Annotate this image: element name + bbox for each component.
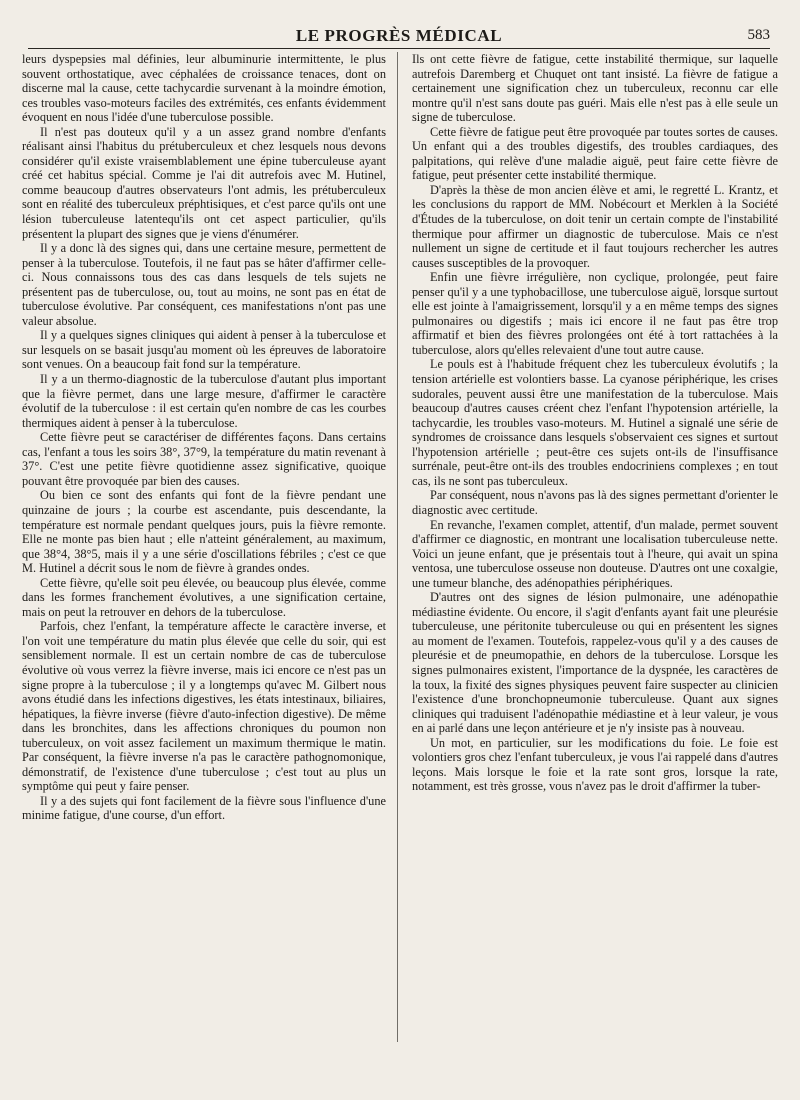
- paragraph: Il n'est pas douteux qu'il y a un assez grand nombre d'enfants réalisant ainsi l'habitus du prétuberculeux et chez lesquels nous devons considérer qu'il existe vraisemblablement une épine tuberculeuse ayant créé cet habitus spécial. Comme je l'ai dit autrefois avec M. Hutinel, comme beaucoup d'autres observateurs l'ont admis, les prétuberculeux sont en réalité des tuberculeux préphtisiques, et c'est parce qu'ils ont une lésion tuberculeuse latentequ'ils ont cet aspect particulier, qu'ils présentent la plupart des signes que je viens d'énumérer.: [22, 124, 386, 241]
- header-rule: [28, 48, 770, 49]
- paragraph: D'autres ont des signes de lésion pulmonaire, une adénopathie médiastine évidente. Ou encore, il s'agit d'enfants ayant fait une pleurésie tuberculeuse, une péritonite tuberculeuse ou qui en présentent les signes au moment de l'examen. Toutefois, rappelez-vous qu'il y a des causes de pleurésie et de pneumopathie, en dehors de la tuberculose. Lorsque les signes pulmonaires existent, l'importance de la dyspnée, les caractères de la toux, la fixité des signes physiques peuvent faire suspecter au clinicien l'existence d'une bronchopneumonie tuberculeuse. Quant aux signes cliniques qui traduisent l'adénopathie médiastine et à leur valeur, je vous en ai parlé dans une leçon antérieure et je n'y insiste pas à nouveau.: [412, 590, 778, 736]
- paragraph: Le pouls est à l'habitude fréquent chez les tuberculeux évolutifs ; la tension artérielle est volontiers basse. La cyanose périphérique, les crises sudorales, peuvent aussi être une manifestation de la tuberculose. Mais beaucoup d'autres causes créent chez l'enfant l'hypotension artérielle, la tachycardie, les troubles vaso-moteurs. M. Hutinel a signalé une série de syndromes de croissance dans lesquels s'observaient ces signes et surtout l'hypotension artérielle ; peut-être ces sujets ont-ils de l'insuffisance surrénale, peut-être ont-ils des troubles endocriniens complexes ; en tout cas, ils ne sont pas tuberculeux.: [412, 357, 778, 488]
- right-column: [412, 52, 778, 794]
- paragraph: Parfois, chez l'enfant, la température affecte le caractère inverse, et l'on voit une température du matin plus élevée que celle du soir, qui est sensiblement normale. Il est un certain nombre de cas de tuberculose évolutive où vous verrez la fièvre inverse, mais ici encore ce n'est pas un signe propre à la tuberculose ; il y a longtemps qu'avec M. Gilbert nous avons étudié dans les infections digestives, les états intestinaux, biliaires, hépatiques, la fièvre inverse (fièvre d'auto-infection digestive). De même dans les bronchites, dans les affections chroniques du poumon non tuberculeux, on voit assez facilement un maximum thermique le matin. Par conséquent, la fièvre inverse n'a pas le caractère pathognomonique, démonstratif, de l'existence d'une tuberculose ; c'est tout au plus un symptôme qui peut y faire penser.: [22, 619, 386, 794]
- paragraph: Ils ont cette fièvre de fatigue, cette instabilité thermique, sur laquelle autrefois Daremberg et Chuquet ont tant insisté. La fièvre de fatigue a certainement une signification chez un tuberculeux, reconnu car elle montre qu'il n'est sans doute pas guéri. Mais elle n'est pas à elle seule un signe de tuberculose.: [412, 52, 778, 125]
- column-divider: [397, 52, 398, 1042]
- paragraph: Enfin une fièvre irrégulière, non cyclique, prolongée, peut faire penser qu'il y a une typhobacillose, une tuberculose aiguë, lorsque surtout elle est jointe à l'amaigrissement, lorsqu'il y a en même temps des signes pulmonaires ou digestifs ; mais ici encore il ne faut pas être trop affirmatif et bien des fièvres prolongées ont été à tort rattachées à la tuberculose, alors qu'elles relevaient d'une tout autre cause.: [412, 270, 778, 357]
- paragraph: Il y a quelques signes cliniques qui aident à penser à la tuberculose et sur lesquels on se basait jusqu'au moment où les épreuves de laboratoire sont venues. On a beaucoup fait fond sur la température.: [22, 328, 386, 372]
- left-column: [22, 52, 386, 823]
- page-header: [28, 26, 770, 48]
- page-number: 583: [747, 27, 770, 43]
- paragraph: Cette fièvre peut se caractériser de différentes façons. Dans certains cas, l'enfant a tous les soirs 38°, 37°9, la température du matin revenant à 37°. C'est une petite fièvre quotidienne assez significative, quoique pouvant être provoquée par bien des causes.: [22, 430, 386, 488]
- paragraph: Il y a donc là des signes qui, dans une certaine mesure, permettent de penser à la tuberculose. Toutefois, il ne faut pas se hâter d'affirmer celle-ci. Nous connaissons tous des cas dans lesquels de tels sujets ne présentent pas de tuberculose, ou, tout au moins, ne sont pas en état de tuberculose évolutive. Par conséquent, ces manifestations n'ont pas une valeur absolue.: [22, 241, 386, 328]
- paragraph: D'après la thèse de mon ancien élève et ami, le regretté L. Krantz, et les conclusions du rapport de MM. Nobécourt et Merklen à la Société d'Études de la tuberculose, on doit tenir un certain compte de l'instabilité thermique pour affirmer un diagnostic de tuberculose. Mais ce n'est nullement un signe de certitude et il faut toujours rechercher les autres causes susceptibles de la provoquer.: [412, 182, 778, 270]
- paragraph: Il y a un thermo-diagnostic de la tuberculose d'autant plus important que la fièvre permet, dans une large mesure, d'affirmer le caractère évolutif de la tuberculose : il est certain qu'en nombre de cas les courbes thermiques aident à penser à la tuberculose.: [22, 372, 386, 430]
- paragraph: Par conséquent, nous n'avons pas là des signes permettant d'orienter le diagnostic avec certitude.: [412, 488, 778, 517]
- paragraph: Cette fièvre, qu'elle soit peu élevée, ou beaucoup plus élevée, comme dans les formes franchement évolutives, a une signification certaine, mais on peut la retrouver en dehors de la tuberculose.: [22, 575, 386, 619]
- paragraph: Il y a des sujets qui font facilement de la fièvre sous l'influence d'une minime fatigue, d'une course, d'un effort.: [22, 793, 386, 823]
- paragraph: leurs dyspepsies mal définies, leur albuminurie intermittente, le plus souvent orthostatique, avec céphalées de croissance tenaces, dont on discerne mal la cause, cette tachycardie survenant à la moindre émotion, ces troubles vaso-moteurs faciles des extrémités, ces enfants évidemment évoquent en nous l'idée d'une tuberculose possible.: [22, 52, 386, 125]
- paragraph: Ou bien ce sont des enfants qui font de la fièvre pendant une quinzaine de jours ; la courbe est ascendante, puis descendante, la température est normale pendant quelques jours, puis la fièvre remonte. Elle ne monte pas bien haut ; elle n'atteint généralement, au maximum, que 38°4, 38°5, mais il y a une série d'oscillations fébriles ; c'est ce que M. Hutinel a décrit sous le nom de fièvre à grandes ondes.: [22, 488, 386, 576]
- paragraph: Un mot, en particulier, sur les modifications du foie. Le foie est volontiers gros chez l'enfant tuberculeux, je vous l'ai rappelé dans d'autres leçons. Mais lorsque le foie et la rate sont gros, lorsque la rate, notamment, est très grosse, vous n'avez pas le droit d'affirmer la tuber-: [412, 735, 778, 794]
- paragraph: Cette fièvre de fatigue peut être provoquée par toutes sortes de causes. Un enfant qui a des troubles digestifs, des troubles cardiaques, des palpitations, qui relève d'une maladie aiguë, peut faire cette fièvre de fatigue, peut présenter cette instabilité thermique.: [412, 124, 778, 183]
- paragraph: En revanche, l'examen complet, attentif, d'un malade, permet souvent d'affirmer ce diagnostic, en montrant une localisation tuberculeuse nette. Voici un jeune enfant, que je présentais tout à l'heure, qui avait un spina ventosa, une tuberculose osseuse non douteuse. D'autres ont une coxalgie, une tumeur blanche, des adénopathies périphériques.: [412, 517, 778, 590]
- journal-title: LE PROGRÈS MÉDICAL: [295, 26, 503, 45]
